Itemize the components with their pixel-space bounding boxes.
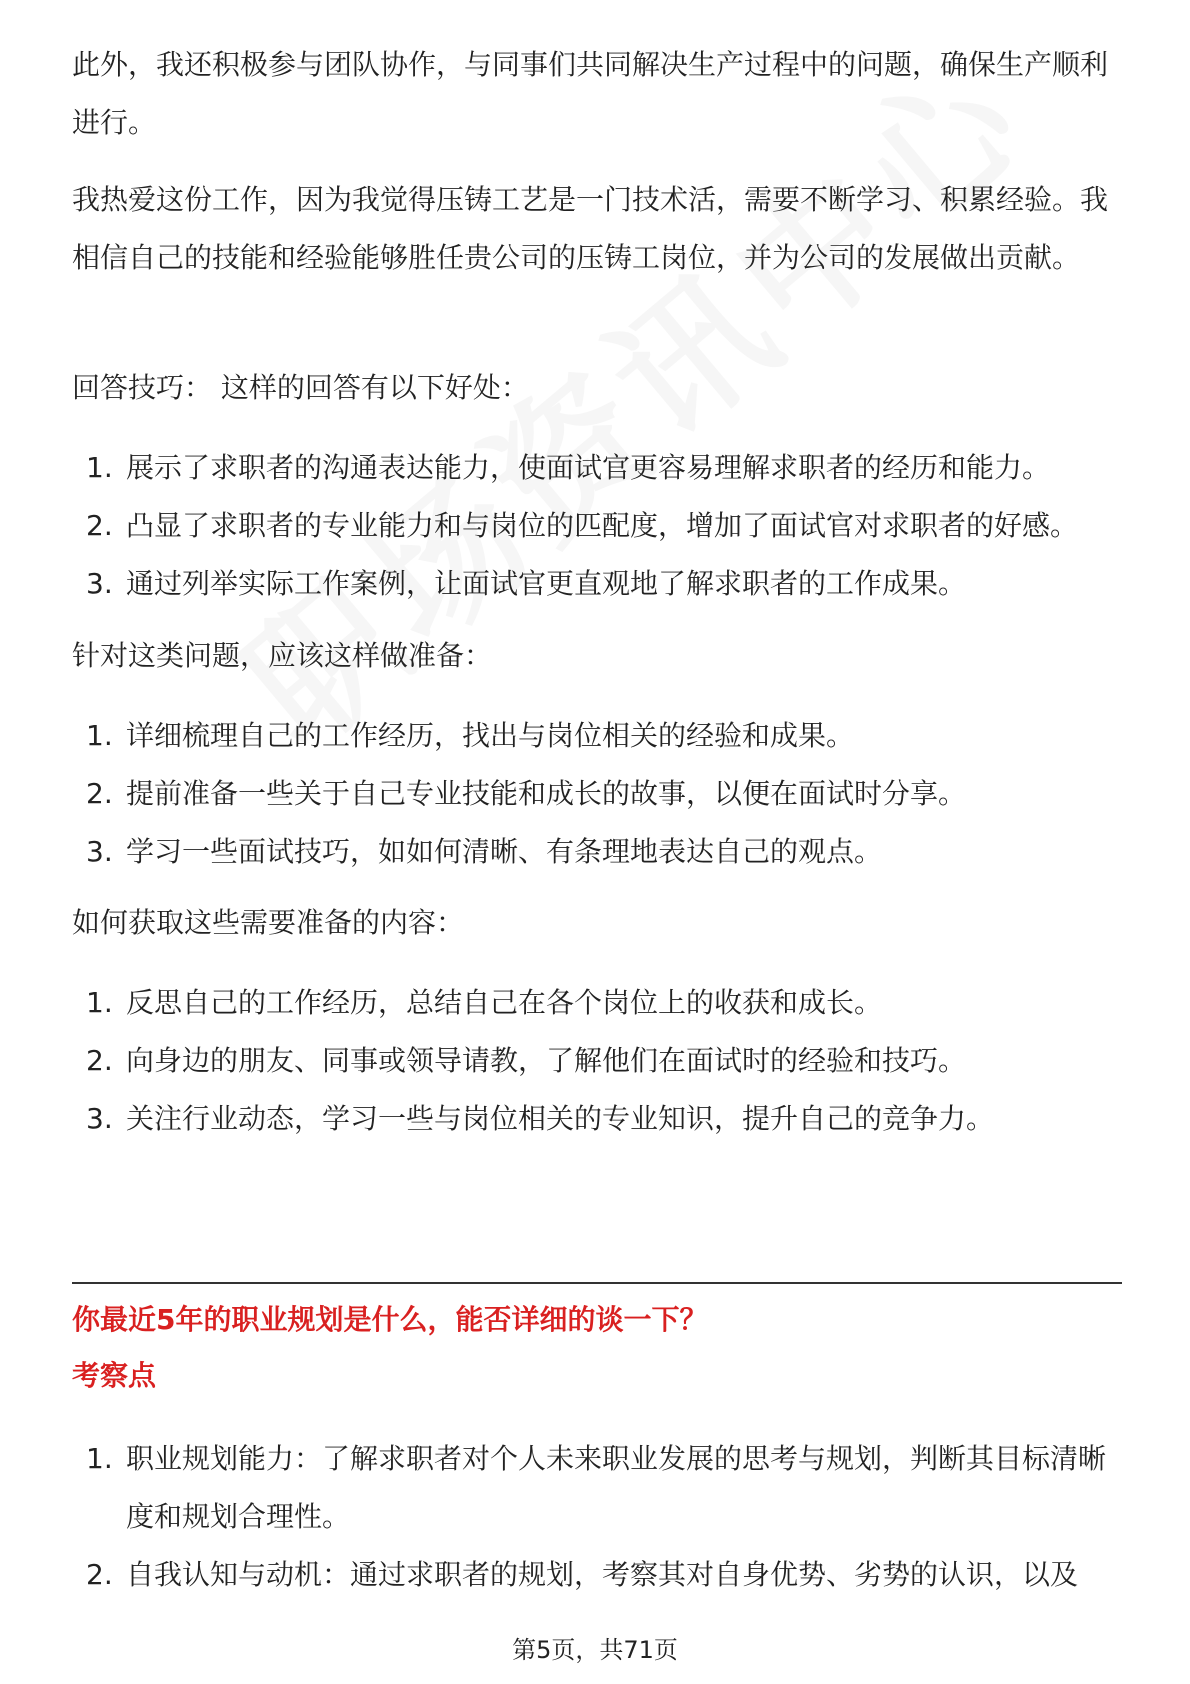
list-number: 2. — [86, 509, 113, 542]
list-text: 详细梳理自己的工作经历，找出与岗位相关的经验和成果。 — [126, 719, 855, 752]
list-item — [72, 823, 1122, 881]
prep-list — [72, 707, 1122, 881]
list-item — [72, 1090, 1122, 1148]
list-number: 1. — [86, 451, 113, 484]
list-text: 凸显了求职者的专业能力和与岗位的匹配度，增加了面试官对求职者的好感。 — [126, 509, 1079, 542]
list-number: 3. — [86, 835, 113, 868]
list-item — [72, 707, 1122, 765]
prep-heading: 针对这类问题，应该这样做准备： — [72, 639, 493, 672]
list-item — [72, 974, 1122, 1032]
list-number: 3. — [86, 1102, 113, 1135]
list-item — [72, 497, 1122, 555]
obtain-list — [72, 974, 1122, 1148]
list-number: 1. — [86, 986, 113, 1019]
question-title: 你最近5年的职业规划是什么，能否详细的谈一下？ — [72, 1303, 708, 1336]
list-text: 通过列举实际工作案例，让面试官更直观地了解求职者的工作成果。 — [126, 567, 967, 600]
tips-heading: 回答技巧： 这样的回答有以下好处： — [72, 371, 529, 404]
list-text: 向身边的朋友、同事或领导请教，了解他们在面试时的经验和技巧。 — [126, 1044, 967, 1077]
intro-paragraph-2: 我热爱这份工作，因为我觉得压铸工艺是一门技术活，需要不断学习、积累经验。我相信自己的技能和经验能够胜任贵公司的压铸工岗位，并为公司的发展做出贡献。 — [72, 183, 1109, 274]
page-footer: 第5页，共71页 — [512, 1636, 678, 1664]
list-item — [72, 555, 1122, 613]
tips-list — [72, 439, 1122, 613]
obtain-heading: 如何获取这些需要准备的内容： — [72, 906, 465, 939]
question-subtitle: 考察点 — [72, 1359, 157, 1392]
list-number: 2. — [86, 1044, 113, 1077]
list-text: 关注行业动态，学习一些与岗位相关的专业知识，提升自己的竞争力。 — [126, 1102, 995, 1135]
list-number: 3. — [86, 567, 113, 600]
intro-paragraph-1: 此外，我还积极参与团队协作，与同事们共同解决生产过程中的问题，确保生产顺利进行。 — [72, 48, 1109, 139]
list-text: 职业规划能力：了解求职者对个人未来职业发展的思考与规划，判断其目标清晰度和规划合理性。 — [126, 1442, 1107, 1533]
list-number: 1. — [86, 719, 113, 752]
list-item — [72, 765, 1122, 823]
question-points-list — [72, 1430, 1122, 1604]
list-item — [72, 1032, 1122, 1090]
list-text: 展示了求职者的沟通表达能力，使面试官更容易理解求职者的经历和能力。 — [126, 451, 1051, 484]
list-text: 自我认知与动机：通过求职者的规划，考察其对自身优势、劣势的认识，以及 — [126, 1558, 1079, 1591]
list-number: 2. — [86, 1558, 113, 1591]
section-divider — [72, 1282, 1122, 1284]
list-number: 2. — [86, 777, 113, 810]
list-item — [72, 1430, 1122, 1546]
list-item — [72, 1546, 1122, 1604]
list-text: 反思自己的工作经历，总结自己在各个岗位上的收获和成长。 — [126, 986, 883, 1019]
list-text: 学习一些面试技巧，如如何清晰、有条理地表达自己的观点。 — [126, 835, 883, 868]
list-item — [72, 439, 1122, 497]
list-text: 提前准备一些关于自己专业技能和成长的故事，以便在面试时分享。 — [126, 777, 967, 810]
list-number: 1. — [86, 1442, 113, 1475]
